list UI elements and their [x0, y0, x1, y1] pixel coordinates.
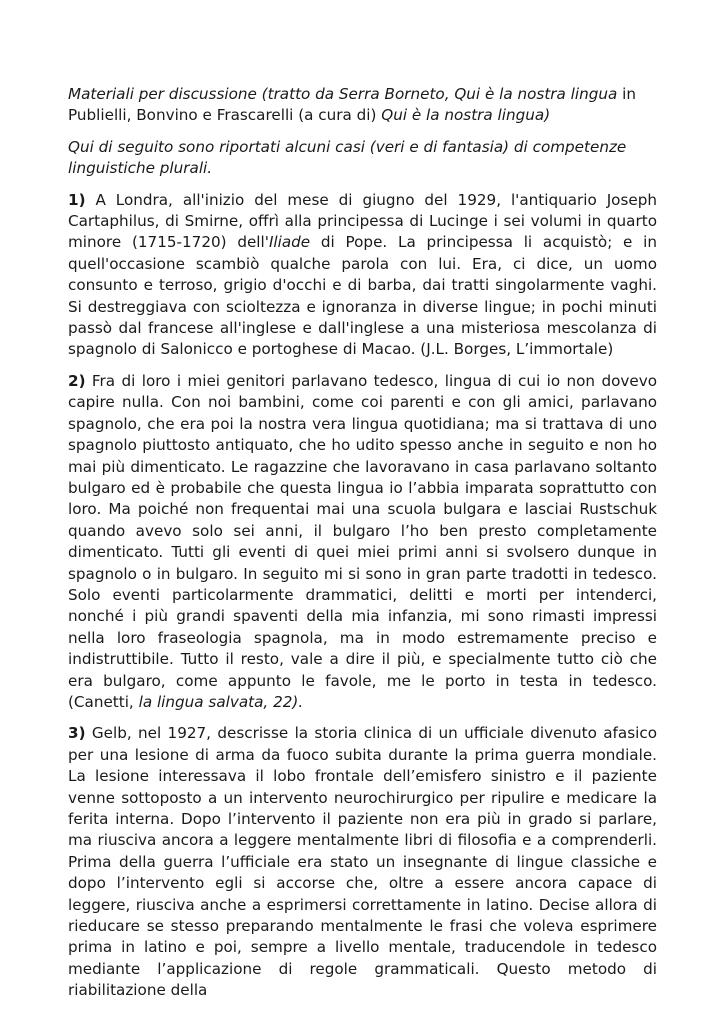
case-1-paragraph [68, 190, 657, 361]
case-2-paragraph [68, 371, 657, 714]
intro-source-editors: in Publielli, Bonvino e Frascarelli (a cura di) [68, 85, 636, 125]
case-1-number: 1) [68, 190, 86, 209]
case-2-italic: la lingua salvata, 22). [138, 692, 304, 711]
case-3-paragraph [68, 723, 657, 1001]
case-1-text-b: di Pope. La principessa li acquistò; e in quell'occasione scambiò qualche parola con lui. Era, ci dice, un uomo consunto e terroso, grigio d'occhi e di barba, dai tratti singolarmente vaghi. Si destreggiava con scioltezza e ignoranza in diverse lingue; in pochi minuti passò dal francese all'inglese e dall'inglese a una misteriosa mescolanza di spagnolo di Salonicco e portoghese di Macao. (J.L. Borges, L’immortale) [68, 233, 658, 359]
case-3-text-a: Gelb, nel 1927, descrisse la storia clinica di un ufficiale divenuto afasico per una lesione di arma da fuoco subita durante la prima guerra mondiale. La lesione interessava il lobo frontale dell’emisfero sinistro e il paziente venne sottoposto a un intervento neurochirurgico per ripulire e medicare la ferita interna. Dopo l’intervento il paziente non era più in grado si parlare, ma riusciva ancora a leggere mentalmente libri di filosofia e a comprenderli. Prima della guerra l’ufficiale era stato un insegnante di lingue classiche e dopo l’intervento egli si accorse che, oltre a essere ancora capace di leggere, riusciva anche a esprimersi correttamente in latino. Decise allora di rieducare se stesso preparando mentalmente le frasi che voleva esprimere prima in latino e poi, sempre a livello mentale, traducendole in tedesco mediante l’applicazione di regole grammaticali. Questo metodo di riabilitazione della [68, 724, 657, 1000]
intro-source-book: Qui è la nostra lingua) [381, 106, 551, 125]
intro-description: Qui di seguito sono riportati alcuni casi (veri e di fantasia) di competenze linguistiche plurali. [68, 137, 627, 178]
case-1-italic: Iliade [268, 233, 311, 252]
intro-source-paragraph [68, 84, 657, 127]
case-2-number: 2) [68, 371, 86, 390]
case-2-text-a: Fra di loro i miei genitori parlavano tedesco, lingua di cui io non dovevo capire nulla. Con noi bambini, come coi parenti e con gli amici, parlavano spagnolo, che era poi la nostra vera lingua quotidiana; ma si trattava di uno spagnolo piuttosto antiquato, che ho udito spesso anche in seguito e non ho mai più dimenticato. Le ragazzine che lavoravano in casa parlavano soltanto bulgaro ed è probabile che questa lingua io l’abbia imparata soprattutto con loro. Ma poiché non frequentai mai una scuola bulgara e lasciai Rustschuk quando avevo solo sei anni, il bulgaro l’ho ben presto completamente dimenticato. Tutti gli eventi di quei miei primi anni si svolsero dunque in spagnolo o in bulgaro. In seguito mi si sono in gran parte tradotti in tedesco. Solo eventi particolarmente drammatici, delitti e morti per intenderci, nonché i più grandi spaventi della mia infanzia, mi sono rimasti impressi nella loro fraseologia spagnola, ma in modo estremamente preciso e indistruttibile. Tutto il resto, vale a dire il più, e specialmente tutto ciò che era bulgaro, come appunto le favole, me le porto in testa in tedesco. (Canetti, [68, 371, 657, 711]
case-3-number: 3) [68, 724, 86, 743]
intro-source-title: Materiali per discussione (tratto da Serra Borneto, Qui è la nostra lingua [68, 85, 618, 103]
case-1-text-a: A Londra, all'inizio del mese di giugno del 1929, l'antiquario Joseph Cartaphilus, di Smirne, offrì alla principessa di Lucinge i sei volumi in quarto minore (1715-1720) dell' [68, 190, 657, 252]
